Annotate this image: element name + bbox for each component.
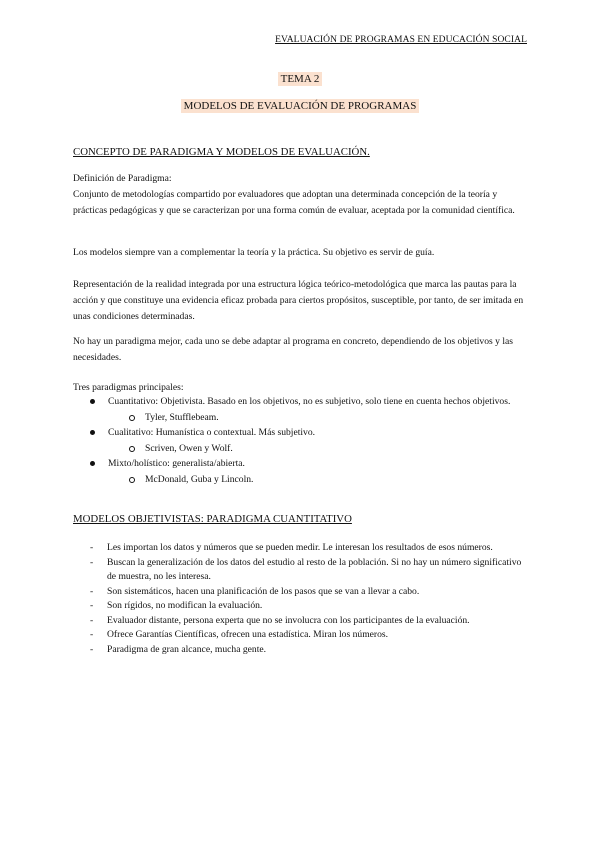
circle-bullet-icon xyxy=(129,477,135,483)
list-item xyxy=(90,643,530,658)
paradigm-authors-text: Tyler, Stufflebeam. xyxy=(145,411,219,423)
paradigm-text: Cuantitativo: Objetivista. Basado en los objetivos, no es subjetivo, solo tiene en cuenta hechos objetivos. xyxy=(108,396,511,407)
dash-icon: - xyxy=(90,542,94,553)
document-title-text: MODELOS DE EVALUACIÓN DE PROGRAMAS xyxy=(181,99,420,113)
list-item-text: Evaluador distante, persona experta que no se involucra con los participantes de la evaluación. xyxy=(107,614,470,626)
definition-block xyxy=(73,171,531,219)
paragraph-no-hay: No hay un paradigma mejor, cada uno se debe adaptar al programa en concreto, dependiendo de los objetivos y las necesidades. xyxy=(73,336,513,363)
definition-label: Definición de Paradigma: xyxy=(73,173,172,184)
list-item xyxy=(90,628,530,643)
list-item-text: Ofrece Garantías Científicas, ofrecen una estadística. Miran los números. xyxy=(107,629,389,640)
definition-text: Conjunto de metodologías compartido por evaluadores que adoptan una determinada concepción de la teoría y prácticas pedagógicas y que se caracterizan por una forma común de evaluar, aceptada por la comunidad científica. xyxy=(73,189,515,216)
circle-bullet-icon xyxy=(129,415,135,421)
dash-icon: - xyxy=(90,629,94,640)
list-item xyxy=(90,585,530,600)
dash-icon: - xyxy=(90,585,94,597)
circle-bullet-icon xyxy=(129,446,135,452)
list-item-text: Son rígidos, no modifican la evaluación. xyxy=(107,600,263,611)
section-title-paradigma: CONCEPTO DE PARADIGMA Y MODELOS DE EVALUACIÓN. xyxy=(73,146,370,158)
dash-icon: - xyxy=(90,556,94,568)
dash-icon: - xyxy=(90,614,94,626)
list-item xyxy=(90,541,530,556)
document-title xyxy=(0,100,600,112)
dash-icon: - xyxy=(90,600,94,611)
paradigm-list xyxy=(90,394,530,487)
bullet-icon xyxy=(90,430,95,435)
list-item-text: Buscan la generalización de los datos del estudio al resto de la población. Si no hay un número significativo de muestra, no les interesa. xyxy=(107,556,522,582)
list-item-text: Son sistemáticos, hacen una planificación de los pasos que se van a llevar a cabo. xyxy=(107,585,420,597)
paradigm-item xyxy=(90,394,530,410)
paradigm-item xyxy=(90,425,530,441)
paradigm-text: Cualitativo: Humanística o contextual. Más subjetivo. xyxy=(108,427,316,438)
paragraph-modelos: Los modelos siempre van a complementar la teoría y la práctica. Su objetivo es servir de guía. xyxy=(73,247,435,258)
dash-icon: - xyxy=(90,643,94,655)
paradigm-authors xyxy=(90,472,530,488)
tema-label: TEMA 2 xyxy=(278,72,323,86)
section-title-objetivistas: MODELOS OBJETIVISTAS: PARADIGMA CUANTITATIVO xyxy=(73,513,352,525)
tema-title xyxy=(0,73,600,85)
list-item xyxy=(90,556,530,585)
tres-paradigmas-label: Tres paradigmas principales: xyxy=(73,382,184,393)
list-item xyxy=(90,599,530,614)
objetivistas-list xyxy=(90,541,530,657)
paradigm-authors-text: Scriven, Owen y Wolf. xyxy=(145,442,233,454)
paradigm-authors xyxy=(90,410,530,426)
list-item xyxy=(90,614,530,629)
paradigm-authors xyxy=(90,441,530,457)
list-item-text: Paradigma de gran alcance, mucha gente. xyxy=(107,643,267,655)
paradigm-authors-text: McDonald, Guba y Lincoln. xyxy=(145,473,254,485)
list-item-text: Les importan los datos y números que se pueden medir. Le interesan los resultados de esos números. xyxy=(107,542,493,553)
paragraph-representacion: Representación de la realidad integrada por una estructura lógica teórico-metodológica que marca las pautas para la acción y que constituye una evidencia eficaz probada para ciertos propósitos, susceptible, por tanto, de ser imitada en unas condiciones determinadas. xyxy=(73,279,524,322)
page-header: EVALUACIÓN DE PROGRAMAS EN EDUCACIÓN SOCIAL xyxy=(275,35,527,45)
paradigm-item xyxy=(90,456,530,472)
bullet-icon xyxy=(90,399,95,404)
bullet-icon xyxy=(90,461,95,466)
paradigm-text: Mixto/holístico: generalista/abierta. xyxy=(108,458,245,469)
